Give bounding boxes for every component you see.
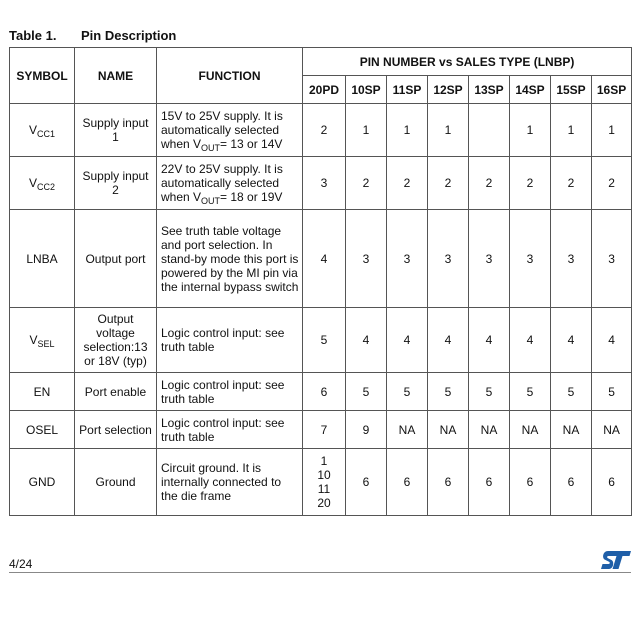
pin-cell: 4 xyxy=(303,210,346,308)
pin-cell: 7 xyxy=(303,411,346,449)
pin-cell: 5 xyxy=(428,373,469,411)
pin-cell: 4 xyxy=(551,308,592,373)
pin-cell: 5 xyxy=(592,373,632,411)
header-pin-group: PIN NUMBER vs SALES TYPE (LNBP) xyxy=(303,48,632,76)
pin-cell: NA xyxy=(428,411,469,449)
table-row xyxy=(10,411,632,449)
pin-cell: 3 xyxy=(592,210,632,308)
pin-cell: 6 xyxy=(303,373,346,411)
pin-cell: 2 xyxy=(510,157,551,210)
pin-cell: 1 xyxy=(510,104,551,157)
pin-cell: 6 xyxy=(592,449,632,516)
pin-cell: 5 xyxy=(303,308,346,373)
pin-cell: 3 xyxy=(387,210,428,308)
header-name: NAME xyxy=(75,48,157,104)
header-type-16sp: 16SP xyxy=(592,76,632,104)
table-title: Pin Description xyxy=(81,28,177,43)
header-symbol: SYMBOL xyxy=(10,48,75,104)
pin-cell: 3 xyxy=(510,210,551,308)
st-logo-icon xyxy=(600,550,632,570)
pin-cell: 4 xyxy=(592,308,632,373)
pin-cell: 2 xyxy=(592,157,632,210)
pin-cell: NA xyxy=(387,411,428,449)
symbol-cell: $V_{CC2}$ xyxy=(10,157,75,210)
header-type-13sp: 13SP xyxy=(469,76,510,104)
pin-cell: 4 xyxy=(510,308,551,373)
st-logo xyxy=(600,550,632,575)
pin-cell: NA xyxy=(510,411,551,449)
function-cell: 15V to 25V supply. It is automatically selected when $V_{OUT}= 13$ or 14V xyxy=(157,104,303,157)
pin-cell: NA xyxy=(551,411,592,449)
function-cell: Circuit ground. It is internally connected to the die frame xyxy=(157,449,303,516)
symbol-cell: $V_{CC1}$ xyxy=(10,104,75,157)
pin-cell: 2 xyxy=(428,157,469,210)
table-row xyxy=(10,157,632,210)
table-row xyxy=(10,104,632,157)
pin-cell: 6 xyxy=(387,449,428,516)
header-type-20pd: 20PD xyxy=(303,76,346,104)
pin-cell: 4 xyxy=(469,308,510,373)
pin-cell: 1 xyxy=(428,104,469,157)
table-number: Table 1. xyxy=(9,28,57,43)
function-cell: Logic control input: see truth table xyxy=(157,373,303,411)
pin-cell-multi: 1 10 11 20 xyxy=(303,449,346,516)
page-number: 4/24 xyxy=(9,557,33,571)
pin-cell: 2 xyxy=(346,157,387,210)
pin-cell: 3 xyxy=(303,157,346,210)
pin-cell: 5 xyxy=(387,373,428,411)
pin-cell: 5 xyxy=(510,373,551,411)
pin-cell: 3 xyxy=(428,210,469,308)
pin-cell: 1 xyxy=(346,104,387,157)
pin-cell: NA xyxy=(592,411,632,449)
pin-cell: 2 xyxy=(469,157,510,210)
pin-cell xyxy=(469,104,510,157)
table-row xyxy=(10,449,632,516)
pin-cell: 4 xyxy=(428,308,469,373)
symbol-cell: $V_{SEL}$ xyxy=(10,308,75,373)
pin-cell: 1 xyxy=(387,104,428,157)
symbol-cell: EN xyxy=(10,373,75,411)
name-cell: Output voltage selection:13 or 18V (typ) xyxy=(75,308,157,373)
table-row xyxy=(10,373,632,411)
name-cell: Supply input 2 xyxy=(75,157,157,210)
symbol-cell: LNBA xyxy=(10,210,75,308)
table-caption xyxy=(9,28,176,43)
pin-cell: 3 xyxy=(469,210,510,308)
pin-cell: 1 xyxy=(551,104,592,157)
pin-cell: 4 xyxy=(387,308,428,373)
name-cell: Ground xyxy=(75,449,157,516)
header-row-1 xyxy=(10,48,632,76)
header-type-10sp: 10SP xyxy=(346,76,387,104)
pin-cell: 6 xyxy=(551,449,592,516)
pin-cell: 5 xyxy=(346,373,387,411)
function-cell: Logic control input: see truth table xyxy=(157,308,303,373)
function-cell: See truth table voltage and port selection. In stand-by mode this port is powered by the MI pin via the internal bypass switch xyxy=(157,210,303,308)
header-type-11sp: 11SP xyxy=(387,76,428,104)
footer-divider xyxy=(9,572,631,573)
pin-cell: 6 xyxy=(346,449,387,516)
header-type-14sp: 14SP xyxy=(510,76,551,104)
pin-cell: 6 xyxy=(428,449,469,516)
pin-cell: NA xyxy=(469,411,510,449)
pin-cell: 9 xyxy=(346,411,387,449)
symbol-cell: GND xyxy=(10,449,75,516)
pin-cell: 5 xyxy=(469,373,510,411)
pin-cell: 6 xyxy=(510,449,551,516)
table-row xyxy=(10,308,632,373)
function-cell: 22V to 25V supply. It is automatically selected when $V_{OUT}= 18$ or 19V xyxy=(157,157,303,210)
header-type-12sp: 12SP xyxy=(428,76,469,104)
pin-cell: 3 xyxy=(551,210,592,308)
function-cell: Logic control input: see truth table xyxy=(157,411,303,449)
pin-cell: 3 xyxy=(346,210,387,308)
name-cell: Port enable xyxy=(75,373,157,411)
header-type-15sp: 15SP xyxy=(551,76,592,104)
table-row xyxy=(10,210,632,308)
pin-cell: 5 xyxy=(551,373,592,411)
pin-cell: 2 xyxy=(551,157,592,210)
name-cell: Output port xyxy=(75,210,157,308)
pin-cell: 2 xyxy=(303,104,346,157)
pin-description-table xyxy=(9,47,632,516)
name-cell: Supply input 1 xyxy=(75,104,157,157)
pin-cell: 2 xyxy=(387,157,428,210)
symbol-cell: OSEL xyxy=(10,411,75,449)
pin-cell: 6 xyxy=(469,449,510,516)
pin-cell: 4 xyxy=(346,308,387,373)
header-function: FUNCTION xyxy=(157,48,303,104)
pin-cell: 1 xyxy=(592,104,632,157)
name-cell: Port selection xyxy=(75,411,157,449)
